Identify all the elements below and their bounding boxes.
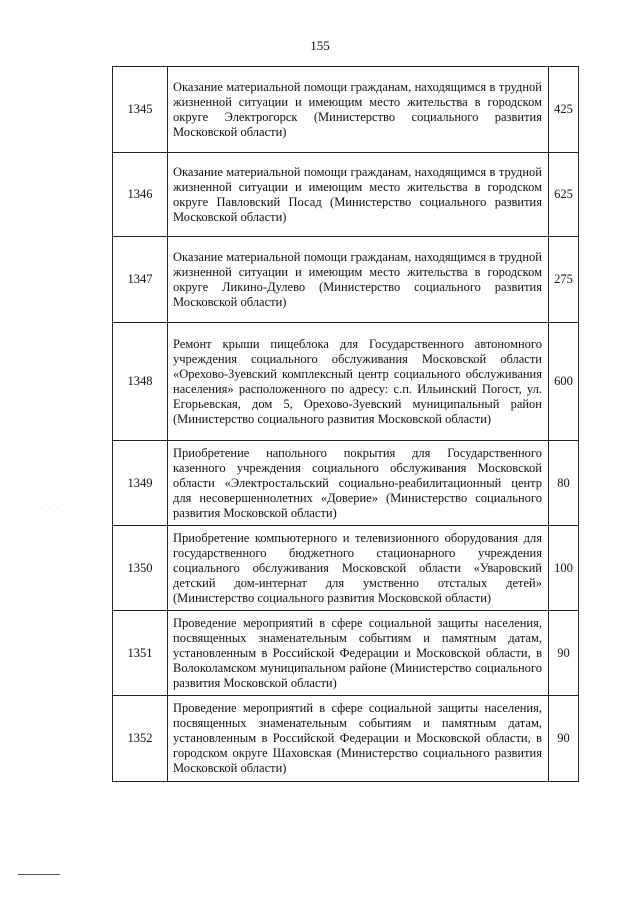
table-row (113, 323, 579, 441)
row-number: 1352 (113, 696, 168, 782)
row-number: 1348 (113, 323, 168, 441)
table-row (113, 441, 579, 526)
table-row (113, 696, 579, 782)
row-description: Оказание материальной помощи гражданам, находящимся в трудной жизненной ситуации и имеющим место жительства в городском округе Электрогорск (Министерство социального развития Московской области) (168, 67, 549, 153)
scan-artifact: · · · (40, 505, 61, 513)
table-row (113, 526, 579, 611)
row-description: Оказание материальной помощи гражданам, находящимся в трудной жизненной ситуации и имеющим место жительства в городском округе Павловский Посад (Министерство социального развития Московской области) (168, 153, 549, 237)
row-description: Проведение мероприятий в сфере социальной защиты населения, посвященных знаменательным событиям и памятным датам, установленным в Российской Федерации и Московской области, в городском округе Шаховская (Министерство социального развития Московской области) (168, 696, 549, 782)
row-number: 1351 (113, 611, 168, 696)
table-row (113, 611, 579, 696)
row-amount: 80 (549, 441, 579, 526)
table-row (113, 237, 579, 323)
row-number: 1346 (113, 153, 168, 237)
page-number: 155 (310, 38, 330, 53)
row-description: Приобретение компьютерного и телевизионного оборудования для государственного бюджетного стационарного учреждения социального обслуживания Московской области «Уваровский детский дом-интернат для умственно отсталых детей» (Министерство социального развития Московской области) (168, 526, 549, 611)
row-number: 1349 (113, 441, 168, 526)
row-number: 1347 (113, 237, 168, 323)
row-description: Проведение мероприятий в сфере социальной защиты населения, посвященных знаменательным событиям и памятным датам, установленным в Российской Федерации и Московской области, в Волоколамском муниципальном районе (Министерство социального развития Московской области) (168, 611, 549, 696)
row-amount: 600 (549, 323, 579, 441)
row-description: Оказание материальной помощи гражданам, находящимся в трудной жизненной ситуации и имеющим место жительства в городском округе Ликино-Дулево (Министерство социального развития Московской области) (168, 237, 549, 323)
row-description: Ремонт крыши пищеблока для Государственного автономного учреждения социального обслуживания Московской области «Орехово-Зуевский комплексный центр социального обслуживания населения» расположенного по адресу: с.п. Ильинский Погост, ул. Егорьевская, дом 5, Орехово-Зуевский муниципальный район (Министерство социального развития Московской области) (168, 323, 549, 441)
row-description: Приобретение напольного покрытия для Государственного казенного учреждения социального обслуживания Московской области «Электростальский социально-реабилитационный центр для несовершеннолетних «Доверие» (Министерство социального развития Московской области) (168, 441, 549, 526)
table-row (113, 67, 579, 153)
row-number: 1345 (113, 67, 168, 153)
table-row (113, 153, 579, 237)
row-number: 1350 (113, 526, 168, 611)
row-amount: 625 (549, 153, 579, 237)
row-amount: 425 (549, 67, 579, 153)
row-amount: 90 (549, 696, 579, 782)
budget-table (112, 66, 579, 782)
footer-rule (18, 874, 60, 875)
row-amount: 100 (549, 526, 579, 611)
row-amount: 275 (549, 237, 579, 323)
row-amount: 90 (549, 611, 579, 696)
